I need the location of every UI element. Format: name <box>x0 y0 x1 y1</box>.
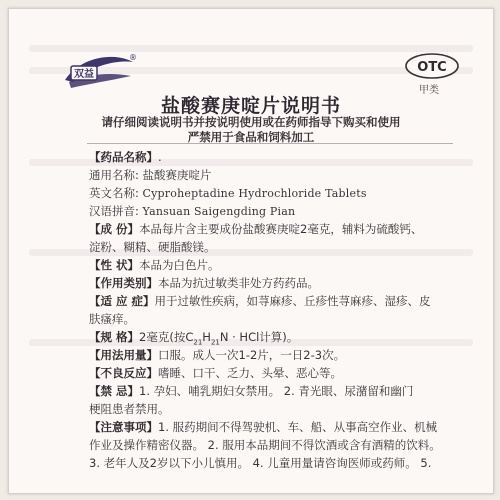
contraindication-label: 【禁 忌】 <box>89 384 140 398</box>
english-name-label: 英文名称: <box>89 186 139 200</box>
common-name-row <box>89 166 457 184</box>
usage-label: 【用法用量】 <box>89 348 158 362</box>
contraindication-row <box>89 382 457 400</box>
otc-badge-text: OTC <box>417 60 447 75</box>
subtitle-warning: 严禁用于食品和饲料加工 <box>187 130 315 144</box>
adverse-row <box>89 364 457 382</box>
document-title: 盐酸赛庚啶片说明书 <box>160 95 341 117</box>
subtitle-instruction: 请仔细阅读说明书并按说明使用或在药师指导下购买和使用 <box>101 115 401 129</box>
spec-value-a: 2毫克(按C <box>139 330 194 344</box>
caution-row <box>89 418 457 436</box>
caution-text-2: 作业及操作精密仪器。 2. 服用本品期间不得饮酒或含有酒精的饮料。 <box>89 438 441 452</box>
drug-name-row <box>89 148 457 166</box>
caution-label: 【注意事项】 <box>89 420 158 434</box>
pinyin-label: 汉语拼音: <box>89 204 139 218</box>
brand-logo <box>63 52 137 92</box>
character-value: 本品为白色片。 <box>139 258 220 272</box>
composition-text-2: 淀粉、糊精、硬脂酸镁。 <box>89 240 216 254</box>
indication-text-2: 肤瘙痒。 <box>89 312 135 326</box>
spec-subscript-h: 21 <box>210 338 220 347</box>
character-label: 【性 状】 <box>89 258 140 272</box>
character-row <box>89 256 457 274</box>
category-value: 本品为抗过敏类非处方药药品。 <box>158 276 319 290</box>
usage-row <box>89 346 457 364</box>
drug-name-value: . <box>158 150 162 164</box>
caution-row-cont-2 <box>89 454 457 472</box>
indication-row <box>89 292 457 310</box>
category-label: 【作用类别】 <box>89 276 158 290</box>
spec-subscript-c: 21 <box>193 338 203 347</box>
spec-value-c: N · HCl计算)。 <box>219 330 299 344</box>
contraindication-row-cont <box>89 400 457 418</box>
contraindication-text-2: 梗阻患者禁用。 <box>89 402 170 416</box>
adverse-label: 【不良反应】 <box>89 366 158 380</box>
composition-row-cont <box>89 238 457 256</box>
leaflet-sheet <box>8 8 494 494</box>
indication-label: 【适 应 症】 <box>89 294 155 308</box>
caution-text-1: 1. 服药期间不得驾驶机、车、船、从事高空作业、机械 <box>158 420 438 434</box>
category-row <box>89 274 457 292</box>
contraindication-text-1: 1. 孕妇、哺乳期妇女禁用。 2. 青光眼、尿潴留和幽门 <box>139 384 414 398</box>
bleed-through-band <box>29 45 473 52</box>
english-name-value: Cyproheptadine Hydrochloride Tablets <box>142 187 367 200</box>
registered-mark: ® <box>129 53 137 62</box>
usage-value: 口服。成人一次1-2片，一日2-3次。 <box>158 348 346 362</box>
caution-row-cont-1 <box>89 436 457 454</box>
header-divider <box>87 143 453 144</box>
indication-text-1: 用于过敏性疾病，如荨麻疹、丘疹性荨麻疹、湿疹、皮 <box>154 294 431 308</box>
pinyin-row <box>89 202 457 221</box>
drug-name-label: 【药品名称】 <box>89 150 158 164</box>
otc-class-label: 甲类 <box>419 85 439 96</box>
pinyin-value: Yansuan Saigengding Pian <box>142 205 296 218</box>
spec-label: 【规 格】 <box>89 330 140 344</box>
composition-label: 【成 份】 <box>89 222 140 236</box>
adverse-value: 嗜睡、口干、乏力、头晕、恶心等。 <box>158 366 342 380</box>
common-name-value: 盐酸赛庚啶片 <box>142 168 212 182</box>
logo-text: 双益 <box>74 69 94 80</box>
otc-badge <box>405 53 459 79</box>
indication-row-cont <box>89 310 457 328</box>
common-name-label: 通用名称: <box>89 168 139 182</box>
spec-value-b: H <box>202 330 211 344</box>
caution-text-3: 3. 老年人及2岁以下小儿慎用。 4. 儿童用量请咨询医师或药师。 5. <box>89 456 432 470</box>
composition-text-1: 本品每片含主要成份盐酸赛庚啶2毫克，辅料为硫酸钙、 <box>139 222 423 236</box>
composition-row <box>89 220 457 238</box>
english-name-row <box>89 184 457 203</box>
